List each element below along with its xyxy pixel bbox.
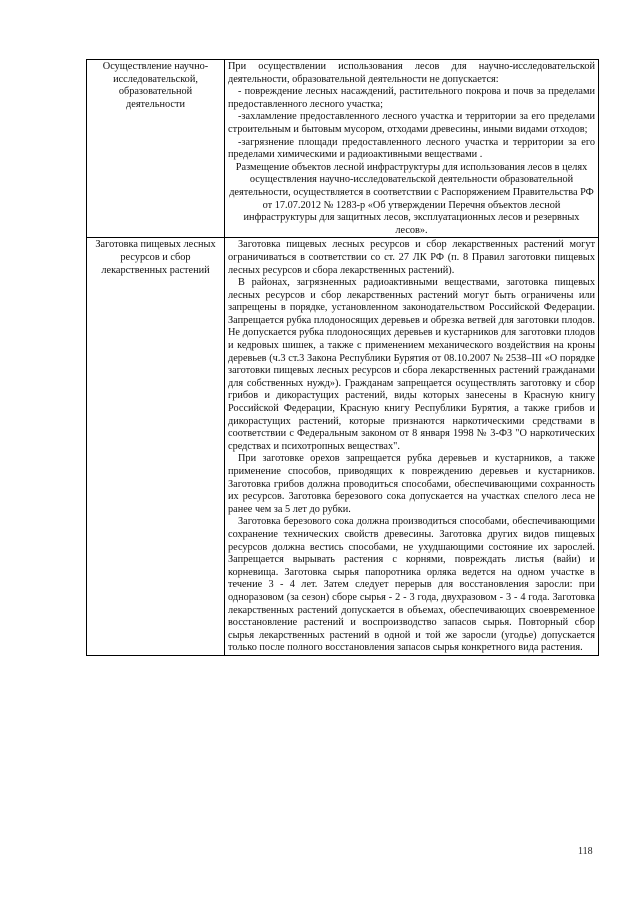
requirements-paragraph: Заготовка березового сока должна производиться способами, обеспечивающими сохранение технических свойств древесины. Заготовка других видов пищевых ресурсов должна вестись способами, не ухудшающими состояние их зарослей. Запрещается вырывать растения с корнями, повреждать листья (вайи) и корневища. Заготовка сырья папоротника орляка ведется на одном участке в течение 3 - 4 лет. Затем следует перерыв для восстановления заросли: при одноразовом (за сезон) сборе сырья - 2 - 3 года, двухразовом - 3 - 4 года. Заготовка лекарственных растений допускается в объемах, обеспечивающих своевременное восстановление растений и воспроизводство запасов сырья. Повторный сбор сырья лекарственных растений в одной и той же заросли (угодье) допускается только после полного восстановления запасов сырья конкретного вида растения. [228,516,595,654]
page-number: 118 [578,846,593,857]
requirements-paragraph: -загрязнение площади предоставленного лесного участка и территории за его пределами химическими и радиоактивными веществами . [228,136,595,161]
requirements-paragraph: При заготовке орехов запрещается рубка деревьев и кустарников, а также применение способов, приводящих к повреждению деревьев и кустарников. Заготовка грибов должна проводиться способами, обеспечивающими сохранность их ресурсов. Заготовка березового сока допускается на участках спелого леса не ранее чем за 5 лет до рубки. [228,453,595,515]
requirements-paragraph: В районах, загрязненных радиоактивными веществами, заготовка пищевых лесных ресурсов и сбор лекарственных растений могут быть ограничены или запрещены в порядке, установленном законодательством Российской Федерации. Запрещается рубка плодоносящих деревьев и обрезка ветвей для заготовки плодов. Не допускается рубка плодоносящих деревьев и кустарников для заготовки плодов и кедровых шишек, а также с применением механического воздействия на кроны деревьев (ч.3 ст.3 Закона Республики Бурятия от 08.10.2007 № 2538–III «О порядке заготовки пищевых лесных ресурсов и сбора лекарственных растений гражданами для собственных нужд»). Гражданам запрещается осуществлять заготовку и сбор грибов и дикорастущих растений, виды которых занесены в Красную книгу Российской Федерации, Красную книгу Республики Бурятия, а также грибов и дикорастущих растений, которые признаются наркотическими средствами в соответствии с Федеральным законом от 8 января 1998 № 3-ФЗ "О наркотических средствах и психотропных веществах". [228,277,595,452]
activity-cell [87,60,225,238]
requirements-paragraph: - повреждение лесных насаждений, растительного покрова и почв за пределами предоставленного лесного участка; [228,86,595,110]
table-row [87,60,599,238]
requirements-paragraph: -захламление предоставленного лесного участка и территории за его пределами строительным и бытовым мусором, отходами древесины, иными видами отходов; [228,111,595,135]
activity-cell [87,238,225,656]
requirements-paragraph: При осуществлении использования лесов для научно-исследовательской деятельности, образовательной деятельности не допускается: [228,61,595,85]
activity-name: Осуществление научно-исследовательской, образовательной деятельности [102,61,209,110]
activity-name: Заготовка пищевых лесных ресурсов и сбор лекарственных растений [95,239,216,276]
table-row [87,238,599,656]
requirements-paragraph: Заготовка пищевых лесных ресурсов и сбор лекарственных растений могут ограничиваться в соответствии со ст. 27 ЛК РФ (п. 8 Правил заготовки пищевых лесных ресурсов и сбора лекарственных растений). [228,239,595,276]
regulation-table [86,59,599,656]
requirements-cell [225,238,599,656]
requirements-cell [225,60,599,238]
requirements-paragraph: Размещение объектов лесной инфраструктуры для использования лесов в целях осуществления научно-исследовательской деятельности образовательной деятельности, осуществляется в соответствии с Распоряжением Правительства РФ от 17.07.2012 № 1283-р «Об утверждении Перечня объектов лесной инфраструктуры для защитных лесов, эксплуатационных лесов и резервных лесов». [229,161,594,236]
